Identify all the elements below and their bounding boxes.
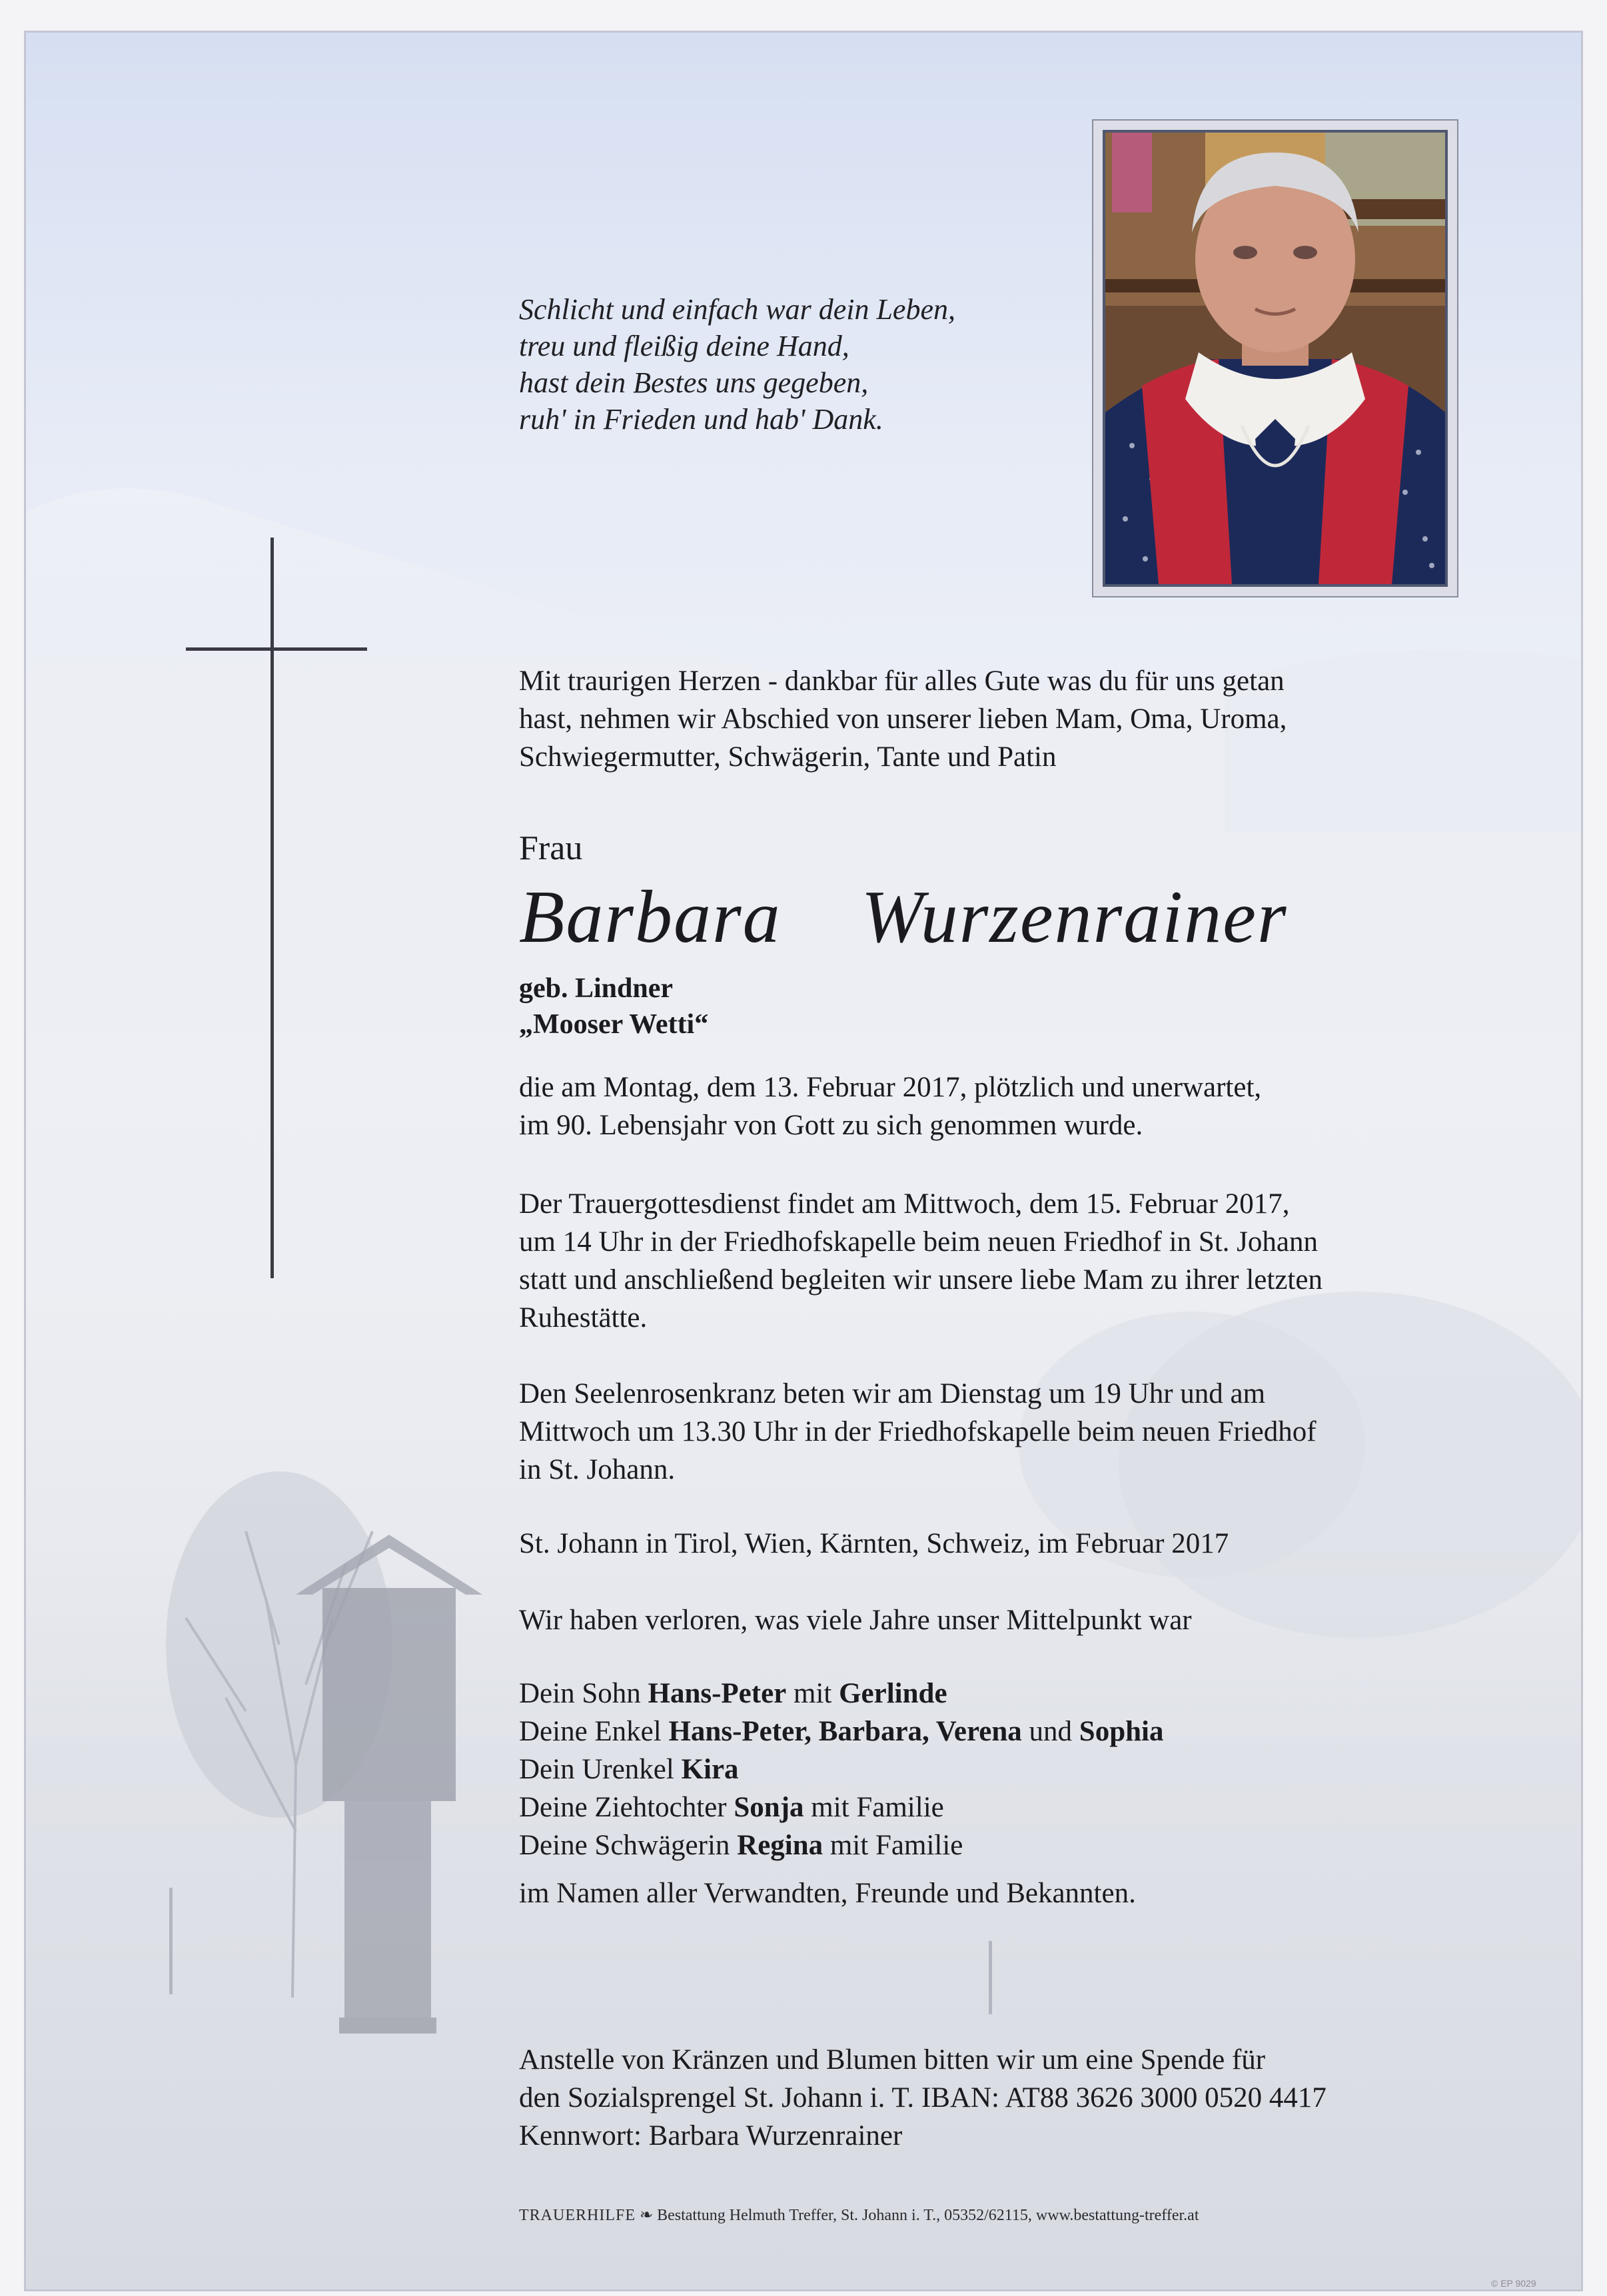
text-line: Mittwoch um 13.30 Uhr in der Friedhofskapelle beim neuen Friedhof <box>519 1416 1317 1447</box>
footer-text: Bestattung Helmuth Treffer, St. Johann i. T., 05352/62115, www.bestattung-treffer.at <box>657 2207 1199 2224</box>
intro-paragraph <box>519 662 1287 776</box>
obituary-sheet <box>24 31 1583 2291</box>
birth-name: geb. Lindner <box>519 973 674 1004</box>
poem-line: ruh' in Frieden und hab' Dank. <box>519 403 883 436</box>
rosary-info <box>519 1375 1317 1489</box>
mourner-line: Deine Ziehtochter Sonja mit Familie <box>519 1792 944 1823</box>
print-code: © EP 9029 <box>1491 2278 1536 2289</box>
portrait-photo <box>1103 130 1448 587</box>
photo-frame <box>1092 119 1458 597</box>
mourners-list <box>519 1675 1164 1864</box>
mourner-line: Dein Sohn Hans-Peter mit Gerlinde <box>519 1678 947 1709</box>
mourner-line: Dein Urenkel Kira <box>519 1754 739 1785</box>
loss-line: Wir haben verloren, was viele Jahre unser Mittelpunkt war <box>519 1605 1192 1636</box>
text-line: hast, nehmen wir Abschied von unserer lieben Mam, Oma, Uroma, <box>519 703 1287 735</box>
footer-logo-icon: ❧ <box>640 2207 658 2224</box>
funeral-info <box>519 1185 1323 1337</box>
mourner-line: Deine Enkel Hans-Peter, Barbara, Verena und Sophia <box>519 1716 1164 1747</box>
mourner-line: Deine Schwägerin Regina mit Familie <box>519 1830 963 1861</box>
poem-line: treu und fleißig deine Hand, <box>519 330 849 362</box>
text-line: statt und anschließend begleiten wir unsere liebe Mam zu ihrer letzten <box>519 1264 1323 1296</box>
donation-request <box>519 2041 1327 2155</box>
text-line: Mit traurigen Herzen - dankbar für alles Gute was du für uns getan <box>519 665 1285 697</box>
text-line: im 90. Lebensjahr von Gott zu sich genommen wurde. <box>519 1110 1143 1141</box>
text-line: Der Trauergottesdienst findet am Mittwoch, dem 15. Februar 2017, <box>519 1188 1290 1220</box>
text-line: Den Seelenrosenkranz beten wir am Dienstag um 19 Uhr und am <box>519 1378 1266 1409</box>
memorial-poem <box>519 291 1119 438</box>
closing-line: im Namen aller Verwandten, Freunde und Bekannten. <box>519 1878 1136 1909</box>
nickname: „Mooser Wetti“ <box>519 1009 709 1040</box>
text-line: Anstelle von Kränzen und Blumen bitten wir um eine Spende für <box>519 2044 1266 2076</box>
text-line: Kennwort: Barbara Wurzenrainer <box>519 2120 903 2151</box>
text-line: um 14 Uhr in der Friedhofskapelle beim neuen Friedhof in St. Johann <box>519 1226 1319 1258</box>
text-line: den Sozialsprengel St. Johann i. T. IBAN: AT88 3626 3000 0520 4417 <box>519 2082 1327 2113</box>
text-line: Ruhestätte. <box>519 1302 648 1334</box>
cross-icon-bar <box>186 647 367 651</box>
death-notice <box>519 1068 1261 1144</box>
deceased-name: Barbara Wurzenrainer <box>519 876 1288 958</box>
salutation: Frau <box>519 829 583 867</box>
text-line: in St. Johann. <box>519 1454 676 1485</box>
poem-line: hast dein Bestes uns gegeben, <box>519 366 869 399</box>
footer <box>519 2205 1199 2225</box>
text-line: die am Montag, dem 13. Februar 2017, plötzlich und unerwartet, <box>519 1072 1262 1103</box>
poem-line: Schlicht und einfach war dein Leben, <box>519 293 955 326</box>
place-date: St. Johann in Tirol, Wien, Kärnten, Schweiz, im Februar 2017 <box>519 1528 1229 1559</box>
text-line: Schwiegermutter, Schwägerin, Tante und Patin <box>519 741 1057 773</box>
footer-brand: TRAUERHILFE <box>519 2207 636 2224</box>
birth-name-block <box>519 970 708 1042</box>
